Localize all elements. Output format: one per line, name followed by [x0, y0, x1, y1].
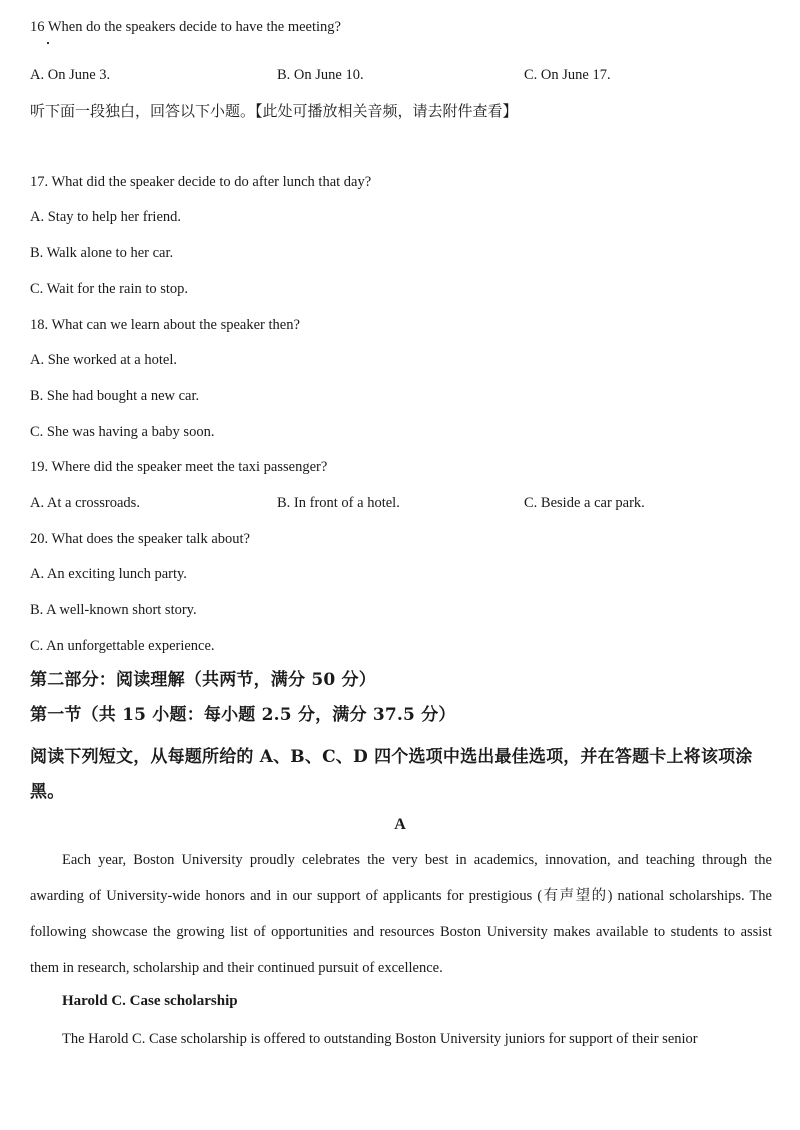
q19-option-b[interactable]: B. In front of a hotel. — [277, 495, 400, 511]
question-17-stem: 17. What did the speaker decide to do after lunch that day? — [30, 174, 372, 190]
passage-label: A — [394, 816, 406, 833]
q17-option-b[interactable]: B. Walk alone to her car. — [30, 245, 174, 261]
question-16-stem: 16 When do the speakers decide to have the meeting? — [30, 19, 341, 35]
q16-option-a[interactable]: A. On June 3. — [30, 67, 111, 83]
reading-instruction: 阅读下列短文，从每题所给的 A、B、C、D 四个选项中选出最佳选项，并在答题卡上将该项涂黑。 — [30, 747, 753, 802]
question-18-stem: 18. What can we learn about the speaker then? — [30, 317, 300, 333]
q18-option-b[interactable]: B. She had bought a new car. — [30, 388, 200, 404]
part-2-title: 第二部分：阅读理解（共两节，满分 50 分） — [30, 670, 376, 690]
passage-paragraph-1: Each year, Boston University proudly celebrates the very best in academics, innovation, and teaching through the awarding of University-wide honors and in our support of applicants for prestigious (有声望的) national scholarships. The following showcase the growing list of opportunities and resources Boston University makes available to students to assist them in research, scholarship and their continued pursuit of excellence. — [30, 852, 772, 976]
q18-option-a[interactable]: A. She worked at a hotel. — [30, 352, 177, 368]
passage-paragraph-2: The Harold C. Case scholarship is offered to outstanding Boston University juniors for support of their senior — [62, 1031, 698, 1047]
q18-option-c[interactable]: C. She was having a baby soon. — [30, 424, 215, 440]
monologue-instruction: 听下面一段独白，回答以下小题。【此处可播放相关音频，请去附件查看】 — [30, 102, 518, 120]
q20-option-a[interactable]: A. An exciting lunch party. — [30, 566, 187, 582]
q20-option-c[interactable]: C. An unforgettable experience. — [30, 638, 215, 654]
q20-option-b[interactable]: B. A well-known short story. — [30, 602, 197, 618]
stray-dot — [47, 42, 49, 44]
question-16-options — [30, 66, 770, 84]
q19-option-c[interactable]: C. Beside a car park. — [524, 495, 645, 511]
q19-option-a[interactable]: A. At a crossroads. — [30, 495, 140, 511]
scholarship-subheading: Harold C. Case scholarship — [62, 993, 238, 1009]
q16-option-b[interactable]: B. On June 10. — [277, 67, 364, 83]
section-1-title: 第一节（共 15 小题：每小题 2.5 分，满分 37.5 分） — [30, 705, 456, 725]
question-20-stem: 20. What does the speaker talk about? — [30, 531, 250, 547]
question-19-stem: 19. Where did the speaker meet the taxi passenger? — [30, 459, 328, 475]
q16-option-c[interactable]: C. On June 17. — [524, 67, 611, 83]
question-19-options — [30, 494, 770, 512]
q17-option-a[interactable]: A. Stay to help her friend. — [30, 209, 182, 225]
q17-option-c[interactable]: C. Wait for the rain to stop. — [30, 281, 189, 297]
